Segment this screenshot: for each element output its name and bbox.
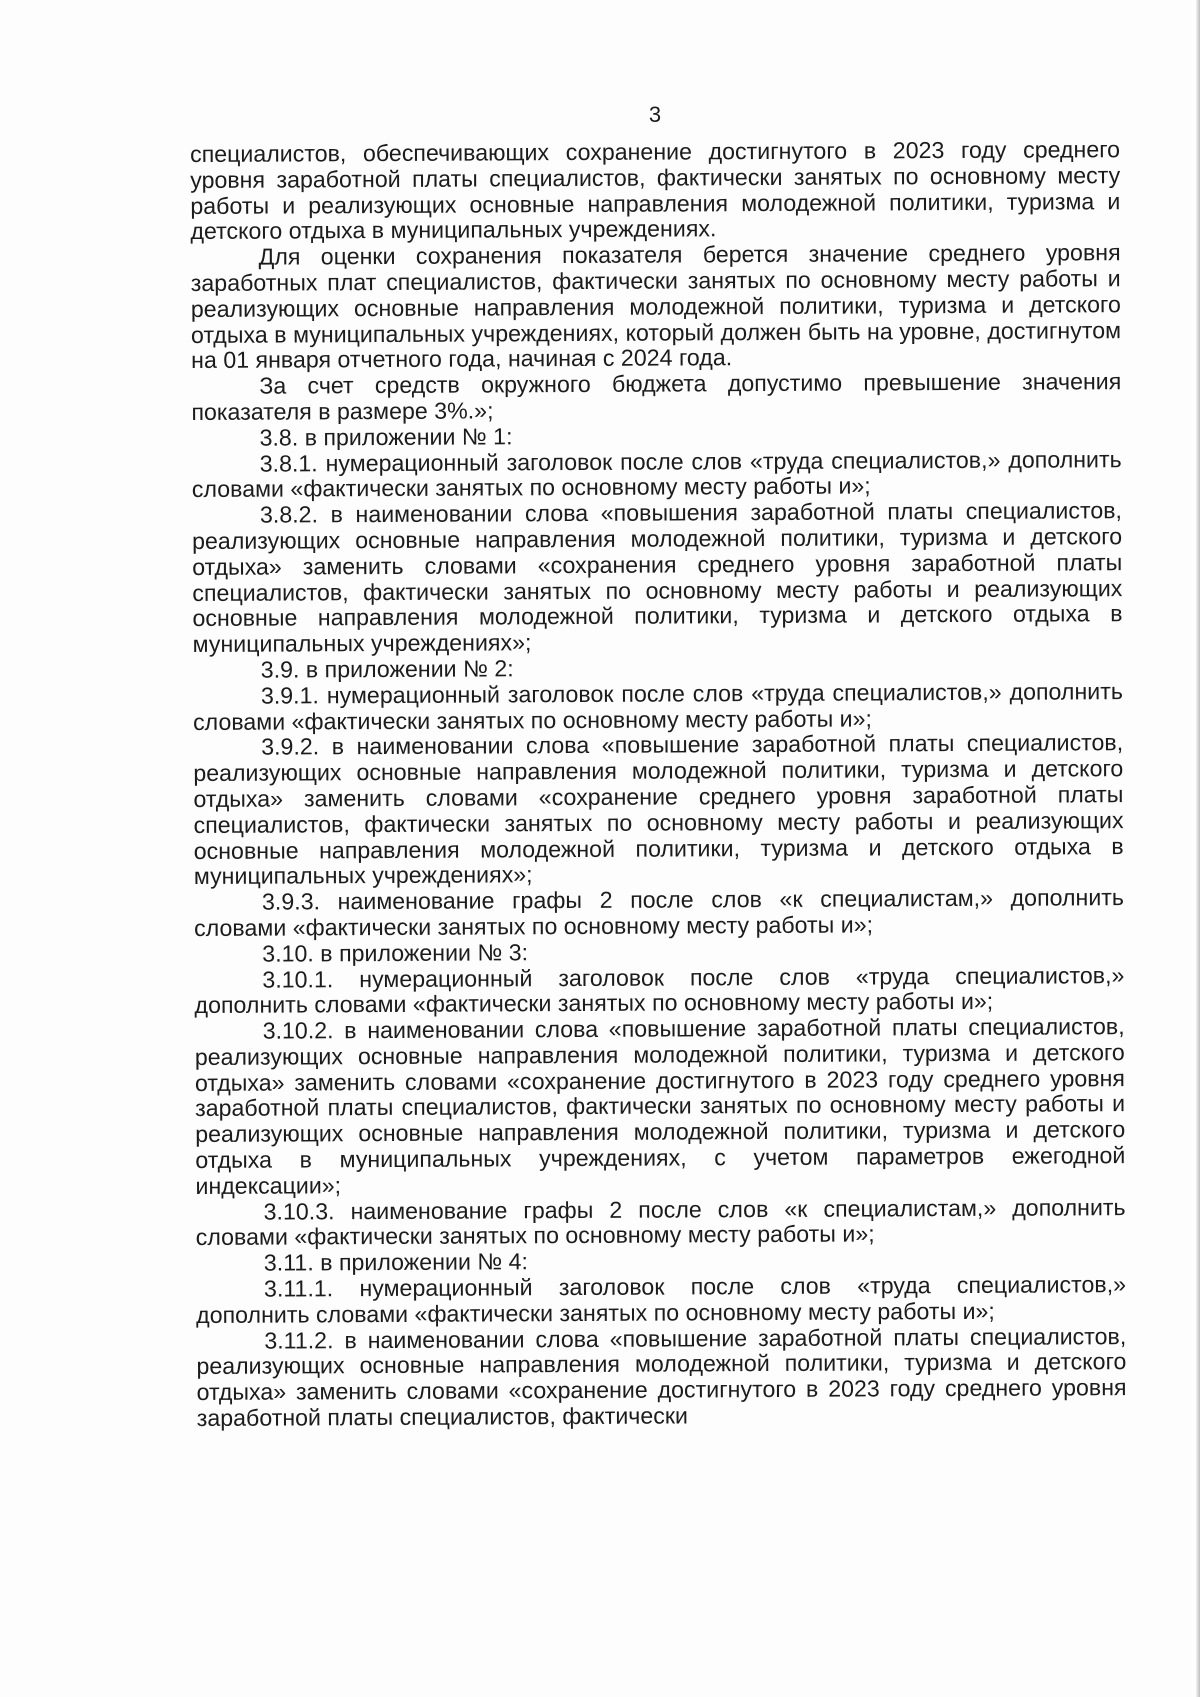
page-number: 3 <box>648 102 662 127</box>
paragraph: 3.11. в приложении № 4: <box>263 1248 529 1276</box>
paragraph: 3.11.1. нумерационный заголовок после слов «труда специалистов,» дополнить словами «фактически занятых по основному месту работы и»; <box>196 1271 1127 1328</box>
paragraph: 3.10.3. наименование графы 2 после слов «к специалистам,» дополнить словами «фактически занятых по основному месту работы и»; <box>195 1193 1126 1251</box>
paragraph: Для оценки сохранения показателя берется значение среднего уровня заработных плат специалистов, фактически занятых по основному месту работы и реализующих основные направления молодежной политики, туризма и детского отдыха в муниципальных учреждениях, который должен быть на уровне, достигнутом на 01 января отчетного года, начиная с 2024 года. <box>190 239 1122 374</box>
paragraph: 3.8. в приложении № 1: <box>259 423 513 451</box>
paragraph: 3.8.2. в наименовании слова «повышения заработной платы специалистов, реализующих основные направления молодежной политики, туризма и детского отдыха» заменить словами «сохранения среднего уровня заработной платы специалистов, фактически занятых по основному месту работы и реализующих основные направления молодежной политики, туризма и детского отдыха в муниципальных учреждениях»; <box>192 497 1123 658</box>
paragraph: 3.10. в приложении № 3: <box>262 938 529 967</box>
paragraph: 3.8.1. нумерационный заголовок после слов «труда специалистов,» дополнить словами «фактически занятых по основному месту работы и»; <box>191 445 1122 503</box>
paragraph: специалистов, обеспечивающих сохранение достигнутого в 2023 году среднего уровня заработной платы специалистов, фактически занятых по основному месту работы и реализующих основные направления молодежной политики, туризма и детского отдыха в муниципальных учреждениях. <box>189 136 1121 245</box>
paragraph: 3.10.2. в наименовании слова «повышение заработной платы специалистов, реализующих основные направления молодежной политики, туризма и детского отдыха» заменить словами «сохранение достигнутого в 2023 году среднего уровня заработной платы специалистов, фактически занятых по основному месту работы и реализующих основные направления молодежной политики, туризма и детского отдыха в муниципальных учреждениях, с учетом параметров ежегодной индексации»; <box>194 1013 1126 1199</box>
paragraph: 3.10.1. нумерационный заголовок после слов «труда специалистов,» дополнить словами «фактически занятых по основному месту работы и»; <box>194 961 1125 1019</box>
paragraph: 3.9.2. в наименовании слова «повышение заработной платы специалистов, реализующих основные направления молодежной политики, туризма и детского отдыха» заменить словами «сохранение среднего уровня заработной платы специалистов, фактически занятых по основному месту работы и реализующих основные направления молодежной политики, туризма и детского отдыха в муниципальных учреждениях»; <box>193 729 1124 890</box>
paragraph: 3.9.1. нумерационный заголовок после слов «труда специалистов,» дополнить словами «фактически занятых по основному месту работы и»; <box>192 677 1123 735</box>
paragraph: 3.9. в приложении № 2: <box>260 655 514 683</box>
document-body <box>190 137 1127 1432</box>
paragraph: За счет средств окружного бюджета допустимо превышение значения показателя в размере 3%.»; <box>191 368 1122 425</box>
scan-edge-shadow <box>1196 0 1200 1697</box>
paragraph: 3.11.2. в наименовании слова «повышение заработной платы специалистов, реализующих основные направления молодежной политики, туризма и детского отдыха» заменить словами «сохранение достигнутого в 2023 году среднего уровня заработной платы специалистов, фактически <box>196 1322 1127 1432</box>
paragraph: 3.9.3. наименование графы 2 после слов «к специалистам,» дополнить словами «фактически занятых по основному месту работы и»; <box>194 884 1125 941</box>
